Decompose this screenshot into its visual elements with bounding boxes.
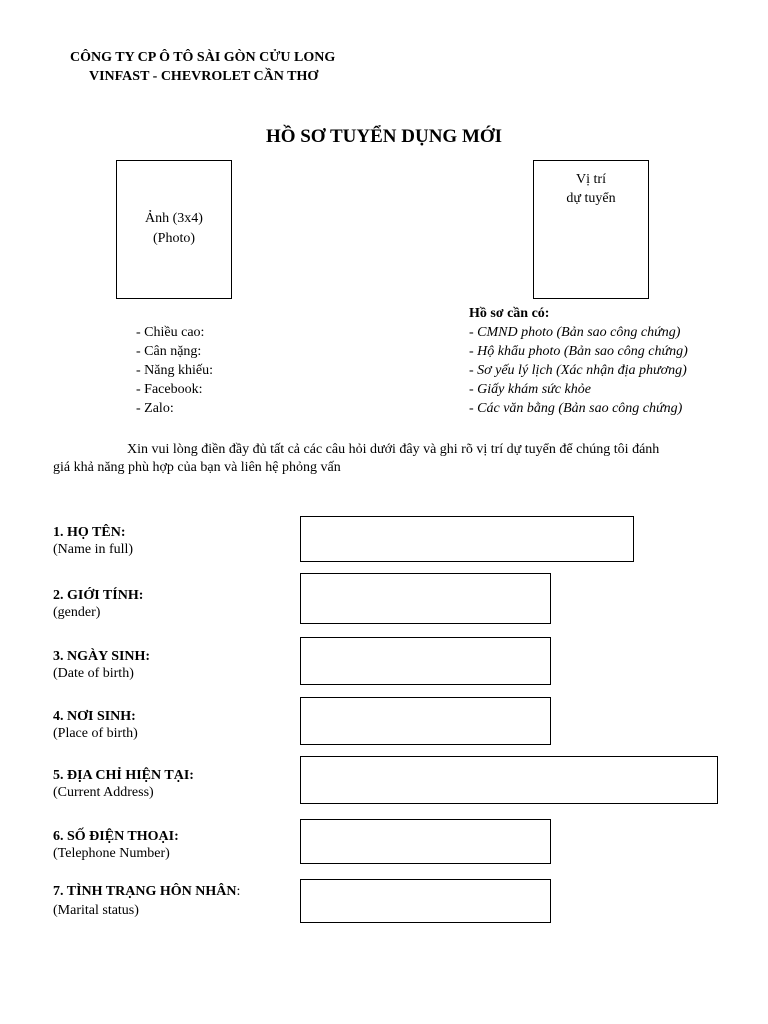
personal-info-facebook: - Facebook: (136, 382, 203, 397)
field-name-label: 1. HỌ TÊN: (Name in full) (53, 525, 134, 557)
field-gender-label: 2. GIỚI TÍNH: (gender) (53, 588, 144, 620)
personal-info-height: - Chiều cao: (136, 325, 205, 340)
required-doc-item: - Giấy khám sức khỏe (469, 382, 591, 397)
required-doc-item: - Các văn bằng (Bản sao công chứng) (469, 401, 683, 416)
field-address-label: 5. ĐỊA CHỈ HIỆN TẠI: (Current Address) (53, 768, 194, 800)
date-of-birth-field[interactable] (300, 637, 551, 685)
required-docs (469, 304, 688, 418)
place-of-birth-field[interactable] (300, 697, 551, 745)
position-box-label: Vị trí (576, 172, 606, 187)
page-title: HỒ SƠ TUYỂN DỤNG MỚI (265, 126, 503, 147)
personal-info-zalo: - Zalo: (136, 401, 174, 416)
field-marital-label: 7. TÌNH TRẠNG HÔN NHÂN: (Marital status) (53, 884, 241, 918)
position-box (533, 160, 649, 299)
personal-info-talent: - Năng khiếu: (136, 363, 213, 378)
field-dob-label: 3. NGÀY SINH: (Date of birth) (53, 649, 151, 681)
photo-box-label: Ảnh (3x4) (145, 211, 203, 226)
required-doc-item: - CMND photo (Bản sao công chứng) (469, 325, 681, 340)
position-box-sublabel: dự tuyển (566, 191, 616, 206)
marital-status-field[interactable] (300, 879, 551, 923)
field-birthplace-label: 4. NƠI SINH: (Place of birth) (53, 709, 138, 741)
gender-field[interactable] (300, 573, 551, 624)
required-docs-heading: Hồ sơ cần có: (469, 306, 550, 321)
company-name: CÔNG TY CP Ô TÔ SÀI GÒN CỬU LONG (70, 50, 336, 65)
required-doc-item: - Hộ khẩu photo (Bản sao công chứng) (469, 344, 688, 359)
personal-info-weight: - Cân nặng: (136, 344, 202, 359)
required-doc-item: - Sơ yếu lý lịch (Xác nhận địa phương) (469, 363, 687, 378)
company-branch: VINFAST - CHEVROLET CẦN THƠ (89, 69, 319, 84)
field-phone-label: 6. SỐ ĐIỆN THOẠI: (Telephone Number) (53, 829, 179, 861)
photo-box (116, 160, 232, 299)
photo-box-sublabel: (Photo) (153, 231, 195, 246)
full-name-field[interactable] (300, 516, 634, 562)
telephone-field[interactable] (300, 819, 551, 864)
personal-info-list (136, 323, 213, 418)
intro-line-2: giá khả năng phù hợp của bạn và liên hệ phỏng vấn (53, 460, 341, 475)
intro-paragraph (53, 441, 723, 477)
intro-line-1: Xin vui lòng điền đầy đủ tất cả các câu hỏi dưới đây và ghi rõ vị trí dự tuyển để chúng tôi đánh (127, 442, 660, 457)
current-address-field[interactable] (300, 756, 718, 804)
